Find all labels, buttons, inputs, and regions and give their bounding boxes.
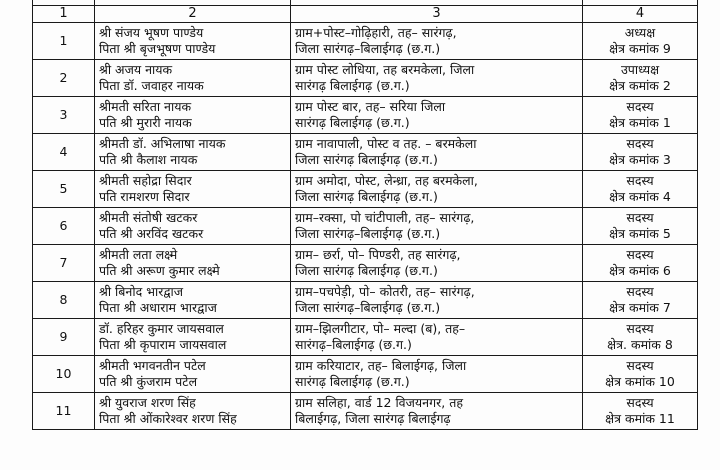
- post-title: सदस्य: [626, 284, 654, 299]
- post-area-cell: [583, 393, 698, 430]
- address-cell: [291, 208, 583, 245]
- address-line-2: जिला सारंगढ़–बिलाईगढ़ (छ.ग.): [295, 300, 441, 315]
- serial-number-cell: 3: [33, 97, 95, 134]
- table-row: [33, 208, 698, 245]
- area-number: क्षेत्र कमांक 5: [609, 226, 671, 241]
- area-number: क्षेत्र कमांक 7: [609, 300, 671, 315]
- table-row: [33, 97, 698, 134]
- area-number: क्षेत्र. कमांक 8: [607, 337, 673, 352]
- address-cell: [291, 60, 583, 97]
- address-cell: [291, 282, 583, 319]
- member-name-cell: [95, 319, 291, 356]
- address-line-1: ग्राम अमोदा, पोस्ट, लेन्ध्रा, तह बरमकेला,: [295, 173, 478, 188]
- post-title: अध्यक्ष: [624, 25, 656, 40]
- address-line-2: बिलाईगढ़, जिला सारंगढ़ बिलाईगढ़: [295, 411, 451, 426]
- member-name-cell: [95, 23, 291, 60]
- address-line-1: ग्राम सलिहा, वार्ड 12 विजयनगर, तह: [295, 395, 463, 410]
- member-relation: पति श्री मुरारी नायक: [99, 115, 192, 130]
- serial-number-cell: 6: [33, 208, 95, 245]
- address-line-1: ग्राम पोस्ट लोधिया, तह बरमकेला, जिला: [295, 62, 475, 77]
- post-area-cell: [583, 97, 698, 134]
- post-title: सदस्य: [626, 358, 654, 373]
- address-line-2: जिला सारंगढ़ बिलाईगढ़ (छ.ग.): [295, 263, 438, 278]
- member-name-cell: [95, 282, 291, 319]
- post-title: सदस्य: [626, 210, 654, 225]
- post-area-cell: [583, 319, 698, 356]
- header-col-2: 2: [95, 6, 291, 23]
- post-area-cell: [583, 356, 698, 393]
- area-number: क्षेत्र कमांक 11: [605, 411, 675, 426]
- table-row: [33, 60, 698, 97]
- table-row: [33, 319, 698, 356]
- serial-number-cell: 1: [33, 23, 95, 60]
- serial-number-cell: 8: [33, 282, 95, 319]
- table-header-row: [33, 6, 698, 23]
- address-line-2: जिला सारंगढ़ बिलाईगढ़ (छ.ग.): [295, 189, 438, 204]
- table-row: [33, 134, 698, 171]
- address-cell: [291, 356, 583, 393]
- post-title: सदस्य: [626, 173, 654, 188]
- table-row: [33, 23, 698, 60]
- address-line-2: सारंगढ़ बिलाईगढ़ (छ.ग.): [295, 78, 410, 93]
- post-area-cell: [583, 208, 698, 245]
- member-name: श्रीमती सरिता नायक: [99, 99, 192, 114]
- address-line-1: ग्राम नावापाली, पोस्ट व तह. – बरमकेला: [295, 136, 477, 151]
- area-number: क्षेत्र कमांक 3: [609, 152, 671, 167]
- member-name-cell: [95, 60, 291, 97]
- table-row: [33, 282, 698, 319]
- address-line-2: सारंगढ़–बिलाईगढ़ (छ.ग.): [295, 337, 412, 352]
- header-col-3: 3: [291, 6, 583, 23]
- post-title: सदस्य: [626, 247, 654, 262]
- member-relation: पति श्री कैलाश नायक: [99, 152, 198, 167]
- member-name: श्रीमती सहोद्रा सिदार: [99, 173, 192, 188]
- header-col-4: 4: [583, 6, 698, 23]
- member-name: श्रीमती लता लक्ष्मे: [99, 247, 178, 262]
- member-name: श्रीमती भगवनतीन पटेल: [99, 358, 206, 373]
- member-name: डॉ. हरिहर कुमार जायसवाल: [99, 321, 224, 336]
- address-line-1: ग्राम–रक्सा, पो चांटीपाली, तह– सारंगढ़,: [295, 210, 475, 225]
- member-name-cell: [95, 171, 291, 208]
- area-number: क्षेत्र कमांक 6: [609, 263, 671, 278]
- post-area-cell: [583, 134, 698, 171]
- member-relation: पिता श्री अधाराम भारद्वाज: [99, 300, 217, 315]
- address-cell: [291, 23, 583, 60]
- address-line-2: सारंगढ़ बिलाईगढ़ (छ.ग.): [295, 374, 410, 389]
- table-row: [33, 356, 698, 393]
- address-line-1: ग्राम करियाटार, तह– बिलाईगढ़, जिला: [295, 358, 467, 373]
- member-relation: पिता श्री बृजभूषण पाण्डेय: [99, 41, 216, 56]
- post-title: उपाध्यक्ष: [620, 62, 660, 77]
- post-title: सदस्य: [626, 321, 654, 336]
- address-cell: [291, 171, 583, 208]
- address-line-1: ग्राम–पचपेड़ी, पो– कोतरी, तह– सारंगढ़,: [295, 284, 475, 299]
- serial-number-cell: 5: [33, 171, 95, 208]
- member-name-cell: [95, 245, 291, 282]
- address-line-2: जिला सारंगढ़–बिलाईगढ़ (छ.ग.): [295, 226, 441, 241]
- member-name: श्रीमती डॉ. अभिलाषा नायक: [99, 136, 226, 151]
- post-area-cell: [583, 23, 698, 60]
- member-relation: पिता डॉ. जवाहर नायक: [99, 78, 204, 93]
- post-title: सदस्य: [626, 136, 654, 151]
- member-name: श्री संजय भूषण पाण्डेय: [99, 25, 204, 40]
- post-area-cell: [583, 171, 698, 208]
- table-row: [33, 171, 698, 208]
- serial-number-cell: 7: [33, 245, 95, 282]
- area-number: क्षेत्र कमांक 9: [609, 41, 671, 56]
- table-row: [33, 393, 698, 430]
- post-area-cell: [583, 282, 698, 319]
- serial-number-cell: 10: [33, 356, 95, 393]
- address-cell: [291, 97, 583, 134]
- address-cell: [291, 134, 583, 171]
- address-line-2: जिला सारंगढ़ बिलाईगढ़ (छ.ग.): [295, 152, 438, 167]
- member-name: श्री युवराज शरण सिंह: [99, 395, 196, 410]
- member-name: श्री अजय नायक: [99, 62, 173, 77]
- member-name: श्रीमती संतोषी खटकर: [99, 210, 198, 225]
- member-name-cell: [95, 208, 291, 245]
- address-line-2: जिला सारंगढ़–बिलाईगढ़ (छ.ग.): [295, 41, 441, 56]
- member-relation: पिता श्री ओंकारेश्वर शरण सिंह: [99, 411, 237, 426]
- member-relation: पति श्री अरूण कुमार लक्ष्मे: [99, 263, 220, 278]
- member-relation: पिता श्री कृपाराम जायसवाल: [99, 337, 227, 352]
- serial-number-cell: 9: [33, 319, 95, 356]
- post-title: सदस्य: [626, 395, 654, 410]
- member-name-cell: [95, 356, 291, 393]
- member-name-cell: [95, 134, 291, 171]
- address-line-2: सारंगढ़ बिलाईगढ़ (छ.ग.): [295, 115, 410, 130]
- serial-number-cell: 11: [33, 393, 95, 430]
- table-row: [33, 245, 698, 282]
- address-line-1: ग्राम+पोस्ट–गोढ़िहारी, तह– सारंगढ़,: [295, 25, 457, 40]
- post-area-cell: [583, 245, 698, 282]
- area-number: क्षेत्र कमांक 10: [605, 374, 675, 389]
- members-table: [32, 0, 698, 430]
- address-line-1: ग्राम–झिलगीटार, पो– मल्दा (ब), तह–: [295, 321, 466, 336]
- member-relation: पति श्री कुंजराम पटेल: [99, 374, 198, 389]
- address-cell: [291, 393, 583, 430]
- area-number: क्षेत्र कमांक 4: [609, 189, 671, 204]
- area-number: क्षेत्र कमांक 2: [609, 78, 671, 93]
- member-relation: पति श्री अरविंद खटकर: [99, 226, 204, 241]
- member-name-cell: [95, 97, 291, 134]
- area-number: क्षेत्र कमांक 1: [609, 115, 671, 130]
- serial-number-cell: 4: [33, 134, 95, 171]
- address-line-1: ग्राम– छर्रा, पो– पिण्डरी, तह सारंगढ़,: [295, 247, 461, 262]
- address-cell: [291, 245, 583, 282]
- member-relation: पति रामशरण सिदार: [99, 189, 190, 204]
- member-name: श्री बिनोद भारद्वाज: [99, 284, 184, 299]
- serial-number-cell: 2: [33, 60, 95, 97]
- post-title: सदस्य: [626, 99, 654, 114]
- header-col-1: 1: [33, 6, 95, 23]
- post-area-cell: [583, 60, 698, 97]
- member-name-cell: [95, 393, 291, 430]
- address-cell: [291, 319, 583, 356]
- address-line-1: ग्राम पोस्ट बार, तह– सरिया जिला: [295, 99, 446, 114]
